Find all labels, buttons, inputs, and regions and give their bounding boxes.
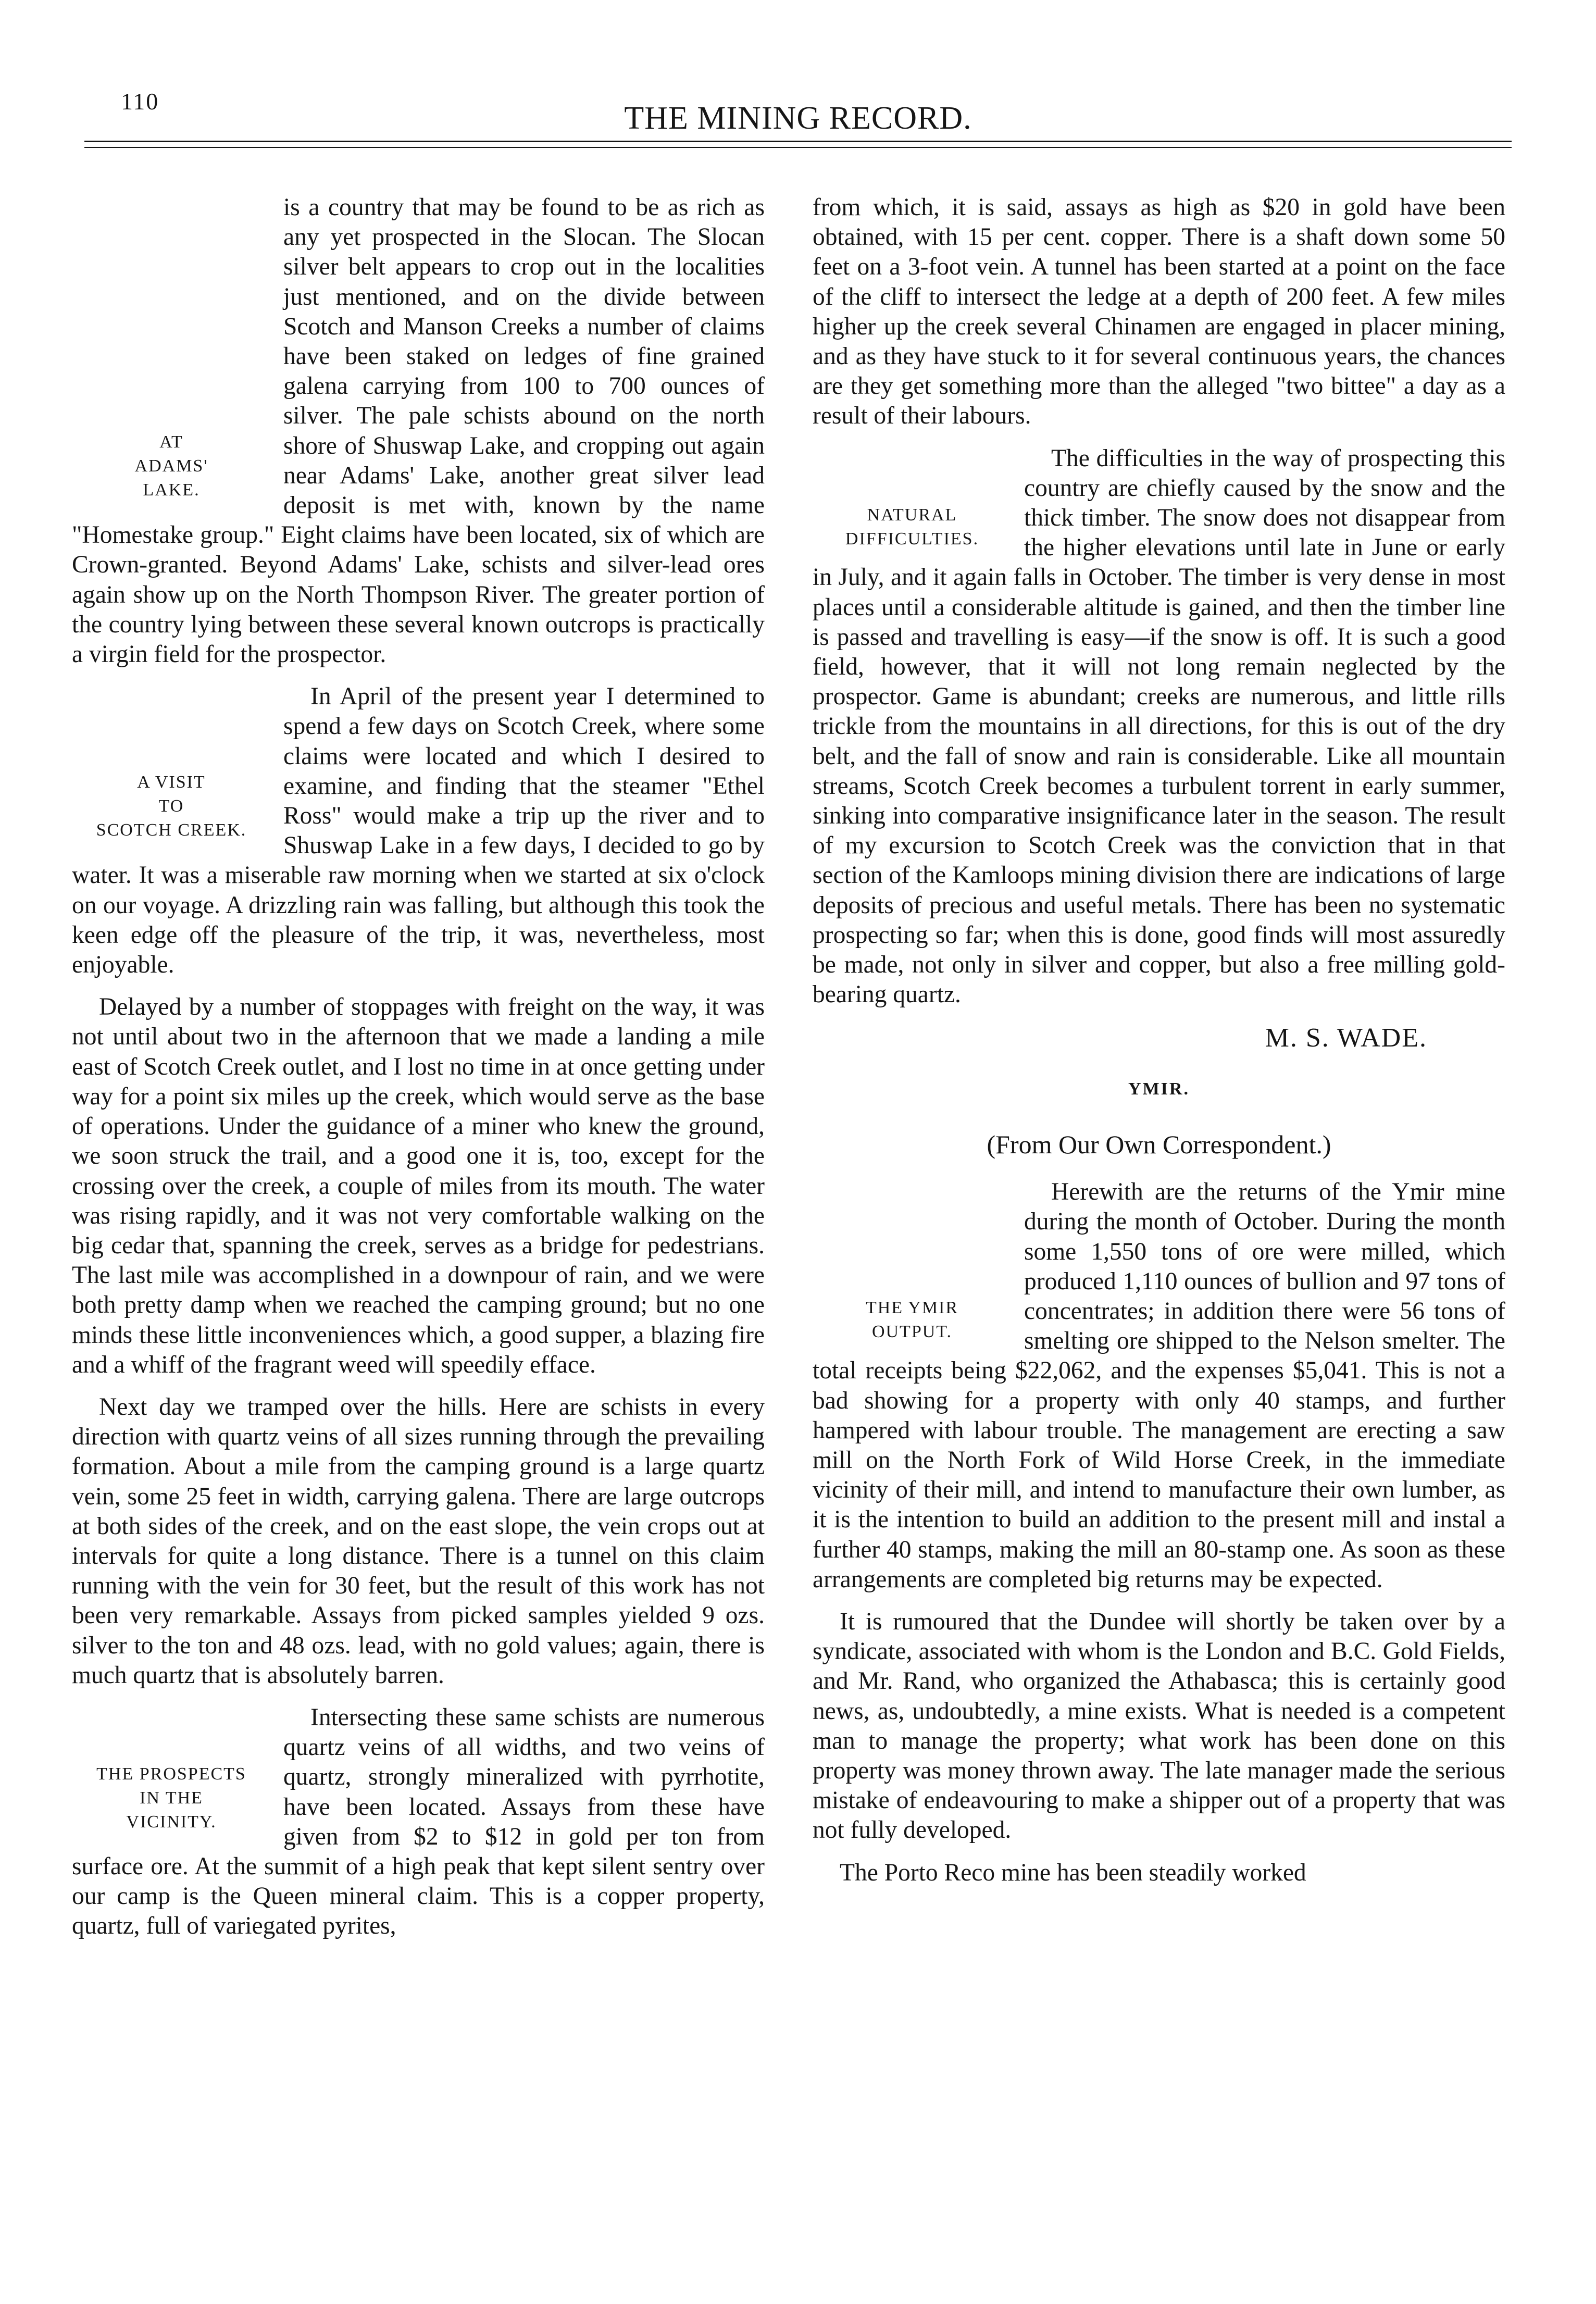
- margin-note-line: VICINITY.: [126, 1812, 217, 1832]
- paragraph: [813, 1177, 1505, 1595]
- margin-note-line: NATURAL: [867, 505, 957, 525]
- right-column: [813, 193, 1505, 1900]
- page-number: 110: [121, 88, 159, 115]
- paragraph: It is rumoured that the Dundee will shortly be taken over by a syndicate, associated with whom is the London and B.C. Gold Fields, and Mr. Rand, who organized the Athabasca; this is certainly good news, as, undoubtedly, a mine exists. What is needed is a competent man to manage the property; what work has been done on this property was money thrown away. The late manager made the serious mistake of endeavouring to make a shipper out of a property that was not fully developed.: [813, 1608, 1505, 1844]
- margin-note-line: THE YMIR: [865, 1298, 959, 1318]
- margin-note-line: LAKE.: [143, 480, 200, 500]
- paragraph-text: Herewith are the returns of the Ymir mine during the month of October. During the month some 1,550 tons of ore were milled, which produced 1,110 ounces of bullion and 97 tons of concentrates; in addition there were 56 tons of smelting ore shipped to the Nelson smelter. The total receipts being $22,062, and the expenses $5,041. This is not a bad showing for a property with only 40 stamps, and further hampered with labour trouble. The management are erecting a saw mill on the North Fork of Wild Horse Creek, in the immediate vicinity of their mill, and intend to manufacture their own lumber, as it is the intention to build an addition to the present mill and instal a further 40 stamps, making the mill an 80-stamp one. As soon as these arrangements are completed big returns may be expected.: [813, 1178, 1505, 1593]
- margin-note-line: TO: [158, 796, 184, 816]
- paragraph-text: is a country that may be found to be as rich as any yet prospected in the Slocan. The Slocan silver belt appears to crop out in the localities just mentioned, and on the divide between Scotch and Manson Creeks a number of claims have been staked on ledges of fine grained galena carrying from 100 to 700 ounces of silver. The pale schists abound on the north shore of Shuswap Lake, and cropping out again near Adams' Lake, another great silver lead deposit is met with, known by the name "Homestake group." Eight claims have been located, six of which are Crown-granted. Beyond Adams' Lake, schists and silver-lead ores again show up on the North Thompson River. The greater portion of the country lying between these several known outcrops is practically a virgin field for the prospector.: [72, 194, 765, 668]
- left-column: [72, 193, 765, 1954]
- paragraph: from which, it is said, assays as high as $20 in gold have been obtained, with 15 per cent. copper. There is a shaft down some 50 feet on a 3-foot vein. A tunnel has been started at a point on the face of the cliff to intersect the ledge at a depth of 200 feet. A few miles higher up the creek several Chinamen are engaged in placer mining, and as they have stuck to it for several continuous years, the chances are they get something more than the alleged "two bittee" a day as a result of their labours.: [813, 194, 1505, 430]
- paragraph: Delayed by a number of stoppages with freight on the way, it was not until about two in the afternoon that we made a landing a mile east of Scotch Creek outlet, and I lost no time in at once getting under way for a point six miles up the creek, which would serve as the base of operations. Under the guidance of a miner who knew the ground, we soon struck the trail, and a good one it is, too, except for the crossing over the creek, a couple of miles from its mouth. The water was rising rapidly, and it was not very comfortable walking on the big cedar that, spanning the creek, serves as a bridge for pedestrians. The last mile was accomplished in a downpour of rain, and we were both pretty damp when we reached the camping ground; but no one minds these little inconveniences which, a good supper, a blazing fire and a whiff of the fragrant weed will speedily efface.: [72, 993, 765, 1378]
- margin-note-line: ADAMS': [134, 456, 208, 476]
- margin-note-adams-lake: [70, 430, 273, 502]
- paragraph: The Porto Reco mine has been steadily worked: [840, 1859, 1306, 1886]
- running-head: THE MINING RECORD.: [624, 101, 972, 136]
- margin-note-line: OUTPUT.: [871, 1322, 953, 1342]
- paragraph: Next day we tramped over the hills. Here are schists in every direction with quartz veins of all sizes running through the prevailing formation. About a mile from the camping ground is a large quartz vein, some 25 feet in width, carrying galena. There are large outcrops at both sides of the creek, and on the east slope, the vein crops out at intervals for quite a long distance. There is a tunnel on this claim running with the vein for 30 feet, but the result of this work has not been very remarkable. Assays from picked samples yielded 9 ozs. silver to the ton and 48 ozs. lead, with no gold values; again, there is much quartz that is absolutely barren.: [72, 1393, 765, 1689]
- section-subheading: (From Our Own Correspondent.): [987, 1129, 1331, 1159]
- margin-note-natural-difficulties: [811, 503, 1014, 551]
- paragraph: [813, 444, 1505, 1010]
- margin-note-line: THE PROSPECTS: [96, 1764, 246, 1784]
- margin-note-line: A VISIT: [137, 773, 206, 792]
- margin-note-prospects: [70, 1762, 273, 1834]
- paragraph-text: Intersecting these same schists are numerous quartz veins of all widths, and two veins of quartz, strongly mineralized with pyrrhotite, have been located. Assays from these have given from $2 to $12 in gold per ton from surface ore. At the summit of a high peak that kept silent sentry over our camp is the Queen mineral claim. This is a copper property, quartz, full of variegated pyrites,: [72, 1703, 765, 1940]
- paragraph: [72, 1703, 765, 1941]
- paragraph: [72, 193, 765, 669]
- author-signature: M. S. WADE.: [1265, 1023, 1427, 1053]
- paragraph: [72, 682, 765, 980]
- header-rule: [84, 147, 1512, 148]
- section-heading: YMIR.: [1128, 1079, 1190, 1099]
- margin-note-line: AT: [159, 432, 183, 452]
- margin-note-line: IN THE: [140, 1788, 203, 1808]
- margin-note-line: SCOTCH CREEK.: [96, 820, 247, 840]
- paragraph-text: In April of the present year I determined to spend a few days on Scotch Creek, where some claims were located and which I desired to examine, and finding that the steamer "Ethel Ross" would make a trip up the river and to Shuswap Lake in a few days, I decided to go by water. It was a miserable raw morning when we started at six o'clock on our voyage. A drizzling rain was falling, but although this took the keen edge off the pleasure of the trip, it was, nevertheless, most enjoyable.: [72, 683, 765, 979]
- margin-note-ymir-output: [811, 1296, 1014, 1344]
- margin-note-line: DIFFICULTIES.: [845, 529, 979, 549]
- paragraph-text: The difficulties in the way of prospecting this country are chiefly caused by the snow and the thick timber. The snow does not disappear from the higher elevations until late in June or early in July, and it again falls in October. The timber is very dense in most places until a considerable altitude is gained, and then the timber line is passed and travelling is easy—if the snow is off. It is such a good field, however, that it will not long remain neglected by the prospector. Game is abundant; creeks are numerous, and little rills trickle from the mountains in all directions, for this is out of the dry belt, and the fall of snow and rain is considerable. Like all mountain streams, Scotch Creek becomes a turbulent torrent in early summer, sinking into comparative insignificance later in the season. The result of my excursion to Scotch Creek was the conviction that in that section of the Kamloops mining division there are indications of large deposits of precious and useful metals. There has been no systematic prospecting so far; when this is done, good finds will most assuredly be made, not only in silver and copper, but also a free milling gold-bearing quartz.: [813, 444, 1505, 1008]
- header-rule: [84, 141, 1512, 142]
- margin-note-visit-scotch-creek: [70, 770, 273, 842]
